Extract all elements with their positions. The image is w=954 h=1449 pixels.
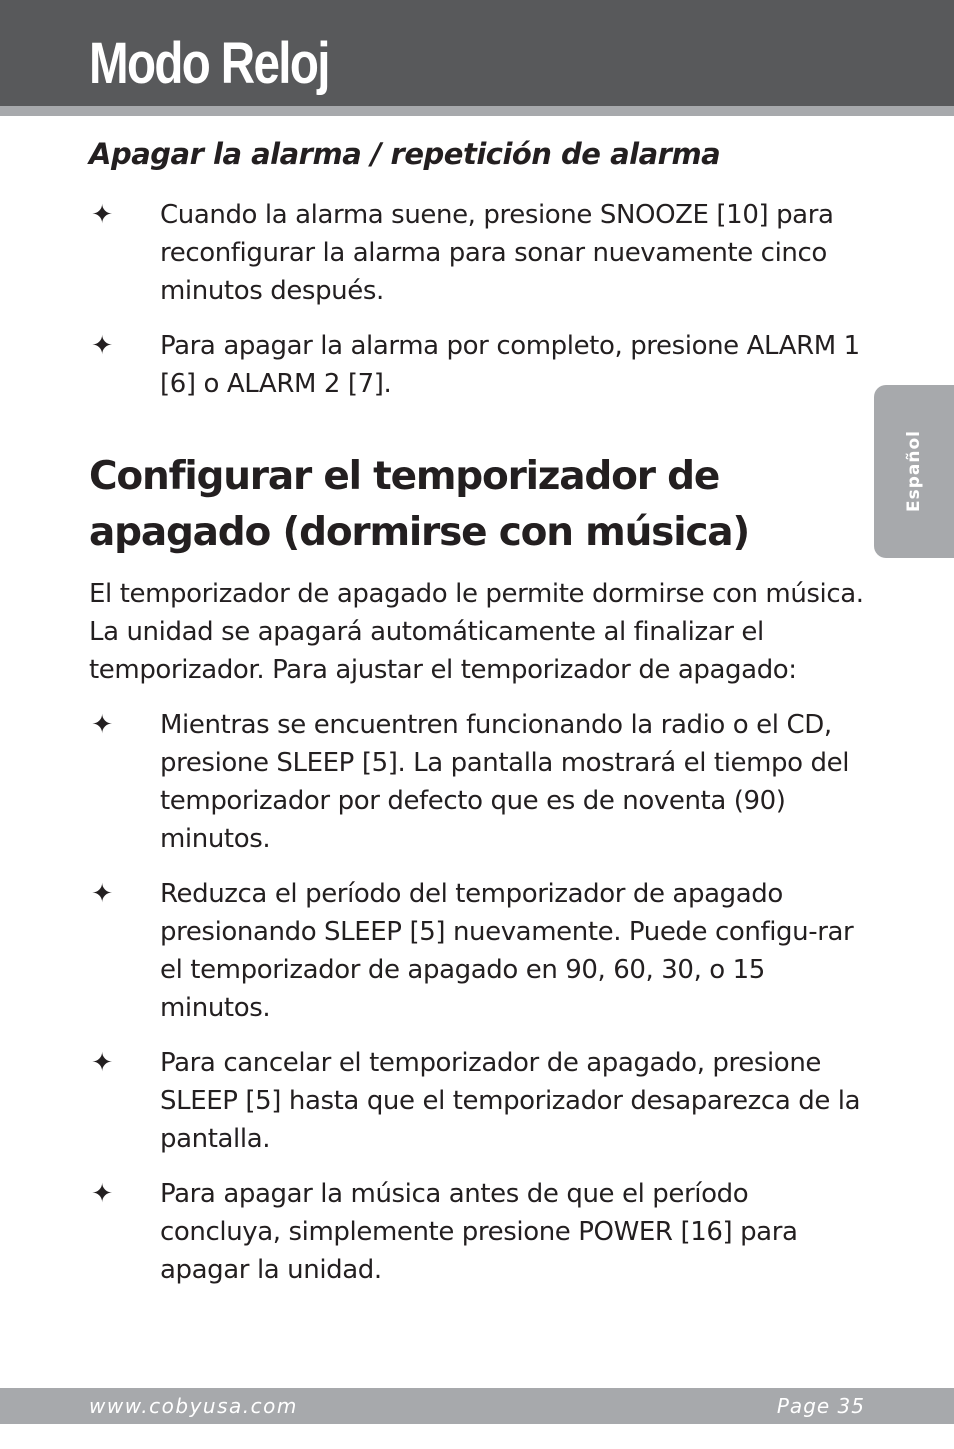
language-tab-label: Español bbox=[904, 430, 924, 512]
list-item bbox=[89, 1044, 865, 1158]
star-bullet-icon: ✦ bbox=[91, 200, 113, 230]
sleep-timer-heading-line1: Configurar el temporizador de bbox=[89, 454, 720, 499]
star-bullet-icon: ✦ bbox=[91, 1048, 113, 1078]
list-item bbox=[89, 706, 865, 858]
page-content bbox=[89, 134, 865, 1289]
bullet-text: Para apagar la música antes de que el período concluya, simplemente presione POWER [16] para apagar la unidad. bbox=[160, 1179, 798, 1285]
bullet-text: Reduzca el período del temporizador de apagado presionando SLEEP [5] nuevamente. Puede configu-rar el temporizador de apagado en 90, 60, 30, o 15 minutos. bbox=[160, 879, 854, 1023]
star-bullet-icon: ✦ bbox=[91, 710, 113, 740]
snooze-bullet-list bbox=[89, 196, 865, 403]
sleep-timer-heading bbox=[89, 449, 865, 561]
language-tab bbox=[874, 385, 954, 558]
list-item bbox=[89, 1175, 865, 1289]
bullet-text: Cuando la alarma suene, presione SNOOZE [10] para reconfigurar la alarma para sonar nuevamente cinco minutos después. bbox=[160, 200, 834, 306]
header-divider bbox=[0, 106, 954, 116]
list-item bbox=[89, 875, 865, 1027]
bullet-text: Para cancelar el temporizador de apagado, presione SLEEP [5] hasta que el temporizador desaparezca de la pantalla. bbox=[160, 1048, 861, 1154]
footer-url: www.cobyusa.com bbox=[89, 1394, 298, 1418]
page-footer bbox=[0, 1388, 954, 1424]
page-title: Modo Reloj bbox=[89, 31, 329, 96]
list-item bbox=[89, 196, 865, 310]
star-bullet-icon: ✦ bbox=[91, 331, 113, 361]
sleep-timer-heading-line2: apagado (dormirse con música) bbox=[89, 510, 750, 555]
bullet-text: Para apagar la alarma por completo, presione ALARM 1 [6] o ALARM 2 [7]. bbox=[160, 331, 860, 399]
page-number: Page 35 bbox=[776, 1394, 865, 1418]
sleep-timer-intro: El temporizador de apagado le permite dormirse con música. La unidad se apagará automáticamente al finalizar el temporizador. Para ajustar el temporizador de apagado: bbox=[89, 579, 864, 685]
bullet-text: Mientras se encuentren funcionando la radio o el CD, presione SLEEP [5]. La pantalla mostrará el tiempo del temporizador por defecto que es de noventa (90) minutos. bbox=[160, 710, 850, 854]
list-item bbox=[89, 327, 865, 403]
star-bullet-icon: ✦ bbox=[91, 1179, 113, 1209]
sleep-bullet-list bbox=[89, 706, 865, 1289]
star-bullet-icon: ✦ bbox=[91, 879, 113, 909]
snooze-subheading: Apagar la alarma / repetición de alarma bbox=[89, 137, 721, 171]
